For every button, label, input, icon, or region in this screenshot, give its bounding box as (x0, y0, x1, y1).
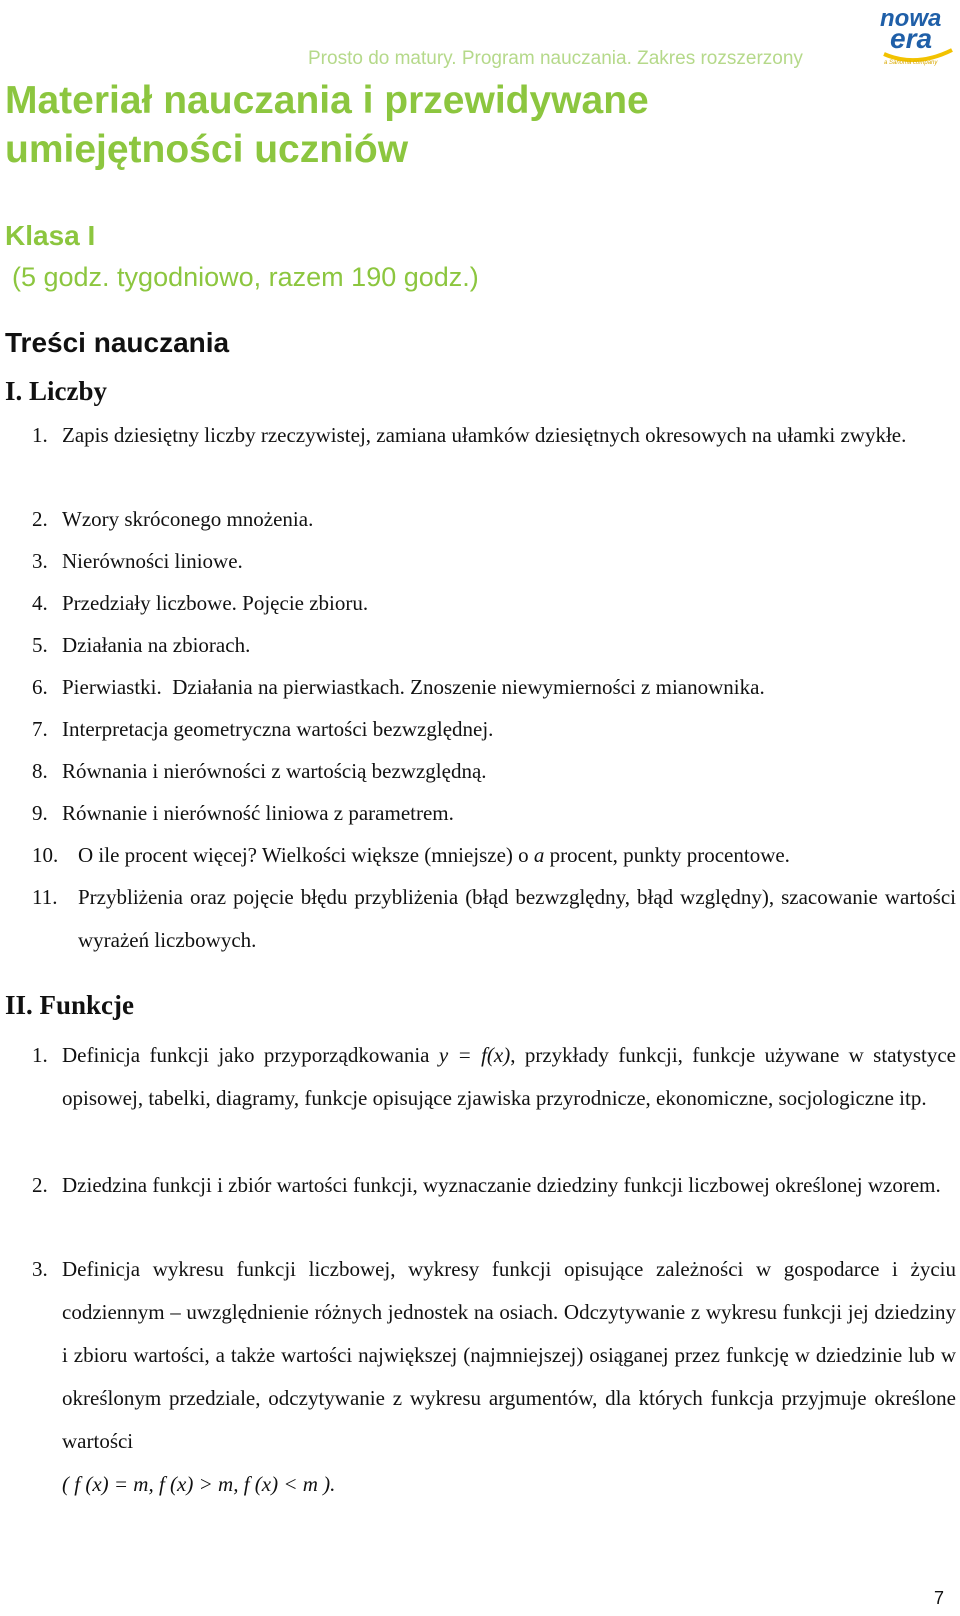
header-subtitle: Prosto do matury. Program nauczania. Zakres rozszerzony (308, 48, 803, 69)
logo-line2: era (890, 23, 933, 54)
item-text: Nierówności liniowe. (62, 549, 243, 573)
list-item (32, 1034, 956, 1120)
item-number: 9. (32, 801, 48, 825)
item-number: 1. (32, 423, 48, 447)
list-item (32, 582, 956, 625)
formula-y-equals-f-x: y = f(x) (438, 1043, 511, 1067)
item-text (32, 834, 956, 877)
logo-line1: nowa (880, 5, 942, 32)
list-item (32, 708, 956, 751)
page-title: Materiał nauczania i przewidywane umiejętności uczniów (5, 79, 649, 171)
logo-tagline: a Sanoma company (884, 60, 938, 66)
list-item (32, 1164, 956, 1207)
list-item (32, 792, 956, 835)
item-text: Równanie i nierówność liniowa z parametrem. (62, 801, 454, 825)
publisher-logo (876, 2, 960, 72)
class-name: Klasa I (5, 220, 96, 251)
item-number: 3. (32, 1257, 48, 1281)
section-title-funkcje: II. Funkcje (5, 990, 135, 1020)
item-text: Zapis dziesiętny liczby rzeczywistej, zamiana ułamków dziesiętnych okresowych na ułamki zwykłe. (62, 423, 907, 447)
item-text: Przedziały liczbowe. Pojęcie zbioru. (62, 591, 369, 615)
list-item (32, 540, 956, 583)
item-text: Działania na zbiorach. (62, 633, 251, 657)
item-text-end: , przykłady funkcji, funkcje używane w statystyce opisowej, tabelki, diagramy, funkcje opisujące zjawiska przyrodnicze, ekonomiczne, socjologiczne itp. (62, 1043, 956, 1110)
item-text: Przybliżenia oraz pojęcie błędu przybliżenia (błąd bezwzględny, błąd względny), szacowanie wartości wyrażeń liczbowych. (78, 885, 956, 952)
item-text: Interpretacja geometryczna wartości bezwzględnej. (62, 717, 494, 741)
section-title-liczby: I. Liczby (5, 376, 108, 406)
item-number: 2. (32, 1173, 48, 1197)
item-number: 2. (32, 507, 48, 531)
item-number: 11. (32, 885, 58, 909)
item-text: Dziedzina funkcji i zbiór wartości funkcji, wyznaczanie dziedziny funkcji liczbowej określonej wzorem. (62, 1173, 941, 1197)
list-item (32, 414, 956, 457)
item-text-start: O ile procent więcej? Wielkości większe (mniejsze) o (78, 843, 534, 867)
list-item (32, 1248, 956, 1506)
item-number: 4. (32, 591, 48, 615)
item-number: 3. (32, 549, 48, 573)
variable-a: a (533, 843, 545, 867)
item-number: 5. (32, 633, 48, 657)
class-hours: (5 godz. tygodniowo, razem 190 godz.) (12, 262, 479, 292)
item-text-end: procent, punkty procentowe. (544, 843, 790, 867)
nowa-era-logo-graphic (876, 2, 960, 72)
item-text: Wzory skróconego mnożenia. (62, 507, 314, 531)
formula-f-x-comparisons: ( f (x) = m, f (x) > m, f (x) < m ). (62, 1472, 336, 1496)
item-text-start: Definicja wykresu funkcji liczbowej, wykresy funkcji opisujące zależności w gospodarce i życiu codziennym – uwzględnienie różnych jednostek na osiach. Odczytywanie z wykresu funkcji jej dziedziny i zbioru wartości, a także wartości największej (najmniejszej) osiąganej przez funkcję w dziedzinie lub w określonym przedziale, odczytywanie z wykresu argumentów, dla których funkcja przyjmuje określone wartości (62, 1257, 956, 1453)
list-item (32, 834, 956, 877)
item-text: Pierwiastki. Działania na pierwiastkach. Znoszenie niewymierności z mianownika. (62, 675, 765, 699)
item-text-start: Definicja funkcji jako przyporządkowania (62, 1043, 439, 1067)
item-text (32, 1248, 956, 1506)
page-number: 7 (934, 1588, 945, 1608)
list-item (32, 498, 956, 541)
item-text: Równania i nierówności z wartością bezwzględną. (62, 759, 487, 783)
list-item (32, 624, 956, 667)
list-item (32, 750, 956, 793)
item-number: 8. (32, 759, 48, 783)
item-number: 10. (32, 843, 59, 867)
content-heading: Treści nauczania (5, 327, 230, 358)
item-text (32, 1034, 956, 1120)
list-item (32, 876, 956, 962)
item-number: 6. (32, 675, 48, 699)
list-item (32, 666, 956, 709)
item-number: 7. (32, 717, 48, 741)
item-number: 1. (32, 1043, 48, 1067)
